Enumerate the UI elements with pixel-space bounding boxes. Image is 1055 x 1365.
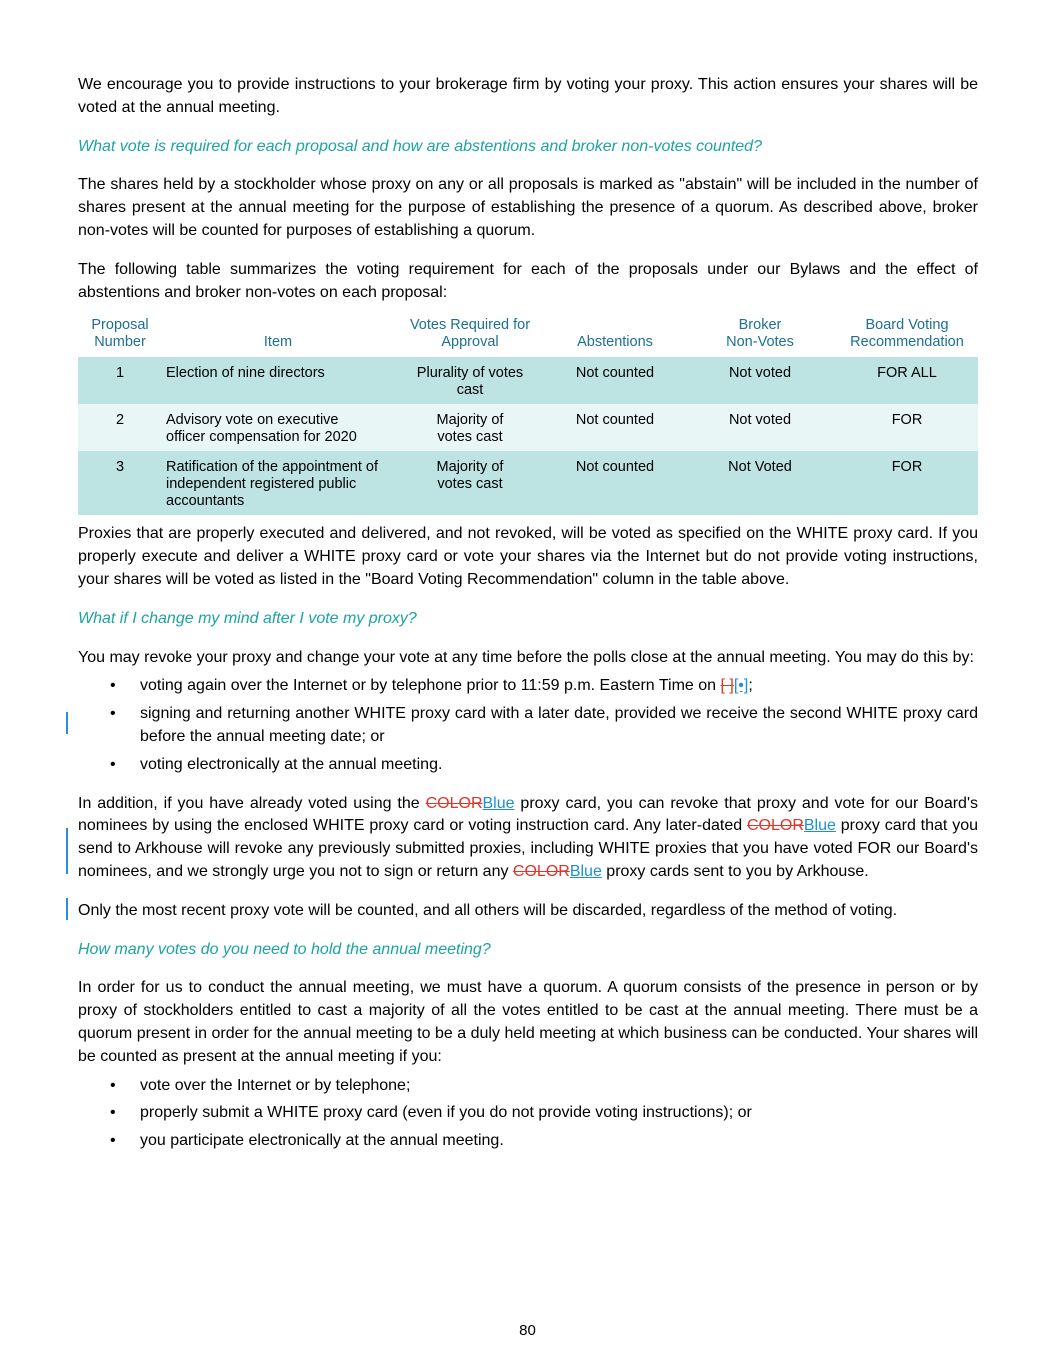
table-row: [78, 357, 978, 404]
paragraph-revoke: You may revoke your proxy and change your vote at any time before the polls close at the annual meeting. You may do this by:: [78, 648, 974, 666]
change-bar: [66, 828, 68, 874]
header-item: Item: [263, 334, 293, 351]
list-item: • properly submit a WHITE proxy card (even if you do not provide voting instructions); or: [78, 1102, 978, 1125]
bullet-icon: •: [110, 1132, 116, 1150]
list-item: • voting again over the Internet or by telephone prior to 11:59 p.m. Eastern Time on [ ][•];: [78, 675, 978, 698]
cell-item: Ratification of the appointment of independent registered public accountants: [162, 451, 394, 515]
cell-board: FOR: [836, 451, 978, 515]
cell-votes-required: Majority of votes cast: [394, 404, 546, 451]
paragraph-table-intro: The following table summarizes the voting requirement for each of the proposals under our Bylaws and the effect of abstentions and broker non-votes on each proposal:: [78, 260, 978, 301]
change-bar: [66, 712, 68, 734]
table-row: [78, 404, 978, 451]
bullet-icon: •: [110, 705, 116, 723]
bullet-icon: •: [110, 677, 116, 695]
cell-broker: Not Voted: [684, 451, 836, 515]
bullet-icon: •: [110, 1104, 116, 1122]
deleted-text: COLOR: [512, 862, 570, 880]
header-votes-required: Votes Required for Approval: [409, 317, 531, 351]
bullet-icon: •: [110, 1076, 116, 1094]
deleted-text: [ ]: [720, 677, 734, 695]
table-header-row: [78, 317, 978, 357]
cell-number: 1: [78, 357, 162, 404]
list-item: • you participate electronically at the annual meeting.: [78, 1130, 978, 1153]
heading-vote-required: What vote is required for each proposal and how are abstentions and broker non-votes counted?: [78, 137, 762, 155]
list-item: • signing and returning another WHITE proxy card with a later date, provided we receive the second WHITE proxy card before the annual meeting date; or: [110, 705, 978, 745]
paragraph-abstain: The shares held by a stockholder whose proxy on any or all proposals is marked as "abstain" will be included in the number of shares present at the annual meeting for the purpose of establishing the presence of a quorum. As described above, broker non-votes will be counted for purposes of establishing a quorum.: [78, 176, 978, 239]
cell-votes-required: Majority of votes cast: [394, 451, 546, 515]
heading-change-mind: What if I change my mind after I vote my proxy?: [78, 609, 417, 627]
list-item: • vote over the Internet or by telephone;: [78, 1075, 978, 1098]
cell-board: FOR ALL: [836, 357, 978, 404]
cell-board: FOR: [836, 404, 978, 451]
cell-number: 3: [78, 451, 162, 515]
inserted-text: Blue: [569, 862, 602, 880]
cell-abstentions: Not counted: [546, 451, 684, 515]
cell-number: 2: [78, 404, 162, 451]
voting-requirements-table: [78, 317, 978, 515]
page-number: 80: [519, 1322, 536, 1339]
deleted-text: COLOR: [425, 794, 483, 812]
paragraph-intro: We encourage you to provide instructions to your brokerage firm by voting your proxy. This action ensures your shares will be voted at the annual meeting.: [78, 76, 978, 116]
cell-votes-required: Plurality of votes cast: [394, 357, 546, 404]
revoke-methods-list: [78, 675, 978, 776]
paragraph-addition: In addition, if you have already voted using the COLORBlue proxy card, you can revoke that proxy and vote for our Board's nominees by using the enclosed WHITE proxy card or voting instruction card. Any later-dated COLORBlue proxy card that you send to Arkhouse will revoke any previously submitted proxies, including WHITE proxies that you have voted FOR our Board's nominees, and we strongly urge you not to sign or return any COLORBlue proxy cards sent to you by Arkhouse.: [78, 794, 979, 880]
quorum-list: [78, 1075, 978, 1153]
cell-abstentions: Not counted: [546, 404, 684, 451]
paragraph-proxies: Proxies that are properly executed and delivered, and not revoked, will be voted as specified on the WHITE proxy card. If you properly execute and deliver a WHITE proxy card or vote your shares via the Internet but do not provide voting instructions, your shares will be voted as listed in the "Board Voting Recommendation" column in the table above.: [78, 525, 978, 588]
paragraph-recent: Only the most recent proxy vote will be counted, and all others will be discarded, regardless of the method of voting.: [78, 901, 898, 919]
deleted-text: COLOR: [746, 817, 804, 835]
cell-broker: Not voted: [684, 357, 836, 404]
cell-item: Advisory vote on executive officer compensation for 2020: [162, 404, 394, 451]
heading-how-many-votes: How many votes do you need to hold the annual meeting?: [78, 940, 491, 958]
cell-broker: Not voted: [684, 404, 836, 451]
cell-abstentions: Not counted: [546, 357, 684, 404]
inserted-text: [•]: [733, 677, 749, 695]
cell-item: Election of nine directors: [162, 357, 394, 404]
list-item: • voting electronically at the annual meeting.: [78, 754, 978, 777]
change-bar: [66, 898, 68, 920]
header-broker-non-votes: Broker Non-Votes: [726, 317, 794, 351]
inserted-text: Blue: [803, 817, 836, 835]
paragraph-quorum: In order for us to conduct the annual meeting, we must have a quorum. A quorum consists of the presence in person or by proxy of stockholders entitled to cast a majority of all the votes entitled to be cast at the annual meeting. There must be a quorum present in order for the annual meeting to be a duly held meeting at which business can be conducted. Your shares will be counted as present at the annual meeting if you:: [78, 979, 978, 1065]
document-page: [78, 74, 978, 1158]
header-board-recommendation: Board Voting Recommendation: [850, 317, 964, 351]
inserted-text: Blue: [482, 794, 515, 812]
header-abstentions: Abstentions: [577, 334, 653, 351]
table-row: [78, 451, 978, 515]
header-proposal-number: Proposal Number: [91, 317, 149, 351]
bullet-icon: •: [110, 755, 116, 773]
